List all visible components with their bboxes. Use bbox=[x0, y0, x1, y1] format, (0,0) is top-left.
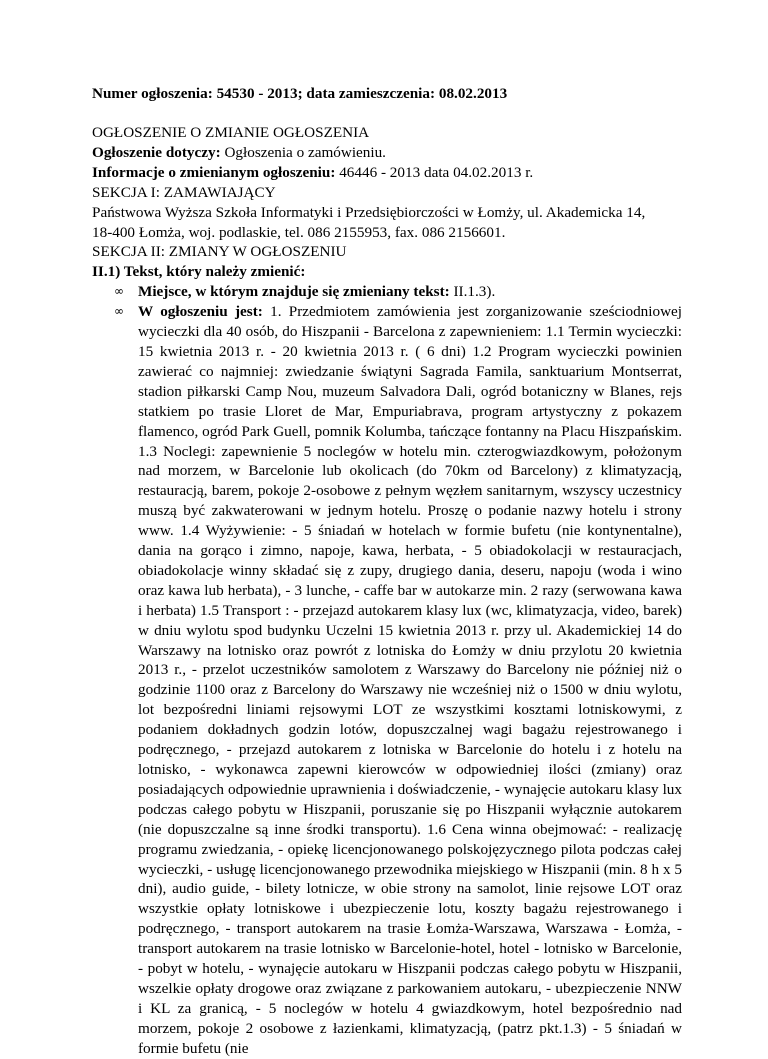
changed-info-line bbox=[92, 163, 682, 183]
concerns-label: Ogłoszenie dotyczy: bbox=[92, 143, 221, 161]
item-label: Miejsce, w którym znajduje się zmieniany tekst: bbox=[138, 283, 450, 301]
announcement-number: Numer ogłoszenia: 54530 - 2013; data zamieszczenia: 08.02.2013 bbox=[92, 85, 508, 102]
bullet-icon: ∞ bbox=[114, 304, 124, 319]
address-line-2: 18-400 Łomża, woj. podlaskie, tel. 086 2155953, fax. 086 2156601. bbox=[92, 223, 506, 241]
list-item bbox=[92, 302, 682, 1058]
notice-body bbox=[92, 123, 682, 1059]
bullet-icon: ∞ bbox=[114, 284, 124, 299]
concerns-line bbox=[92, 143, 682, 163]
item-value: 1. Przedmiotem zamówienia jest zorganizowanie sześciodniowej wycieczki dla 40 osób, do Hiszpanii - Barcelona z zapewnieniem: 1.1 Termin wycieczki: 15 kwietnia 2013 r. - 20 kwietnia 2013 r. ( 6 dni) 1.2 Program wycieczki powinien zawierać co najmniej: zwiedzanie świątyni Sagrada Famila, sanktuarium Montserrat, stadion piłkarski Camp Nou, muzeum Salvadora Dali, ogród botaniczny w Blanes, rejs statkiem po trasie Lloret de Mar, Empuriabrava, program artystyczny z pokazem flamenco, ogród Park Guell, pomnik Kolumba, tańczące fontanny na Placu Hiszpańskim. 1.3 Noclegi: zapewnienie 5 noclegów w hotelu min. czterogwiazdkowym, położonym nad morzem, w Barcelonie lub okolicach (do 70km od Barcelony) z klimatyzacją, restauracją, barem, pokoje 2-osobowe z pełnym węzłem sanitarnym, wszyscy uczestnicy muszą być zakwaterowani w jednym hotelu. Proszę o podanie nazwy hotelu i strony www. 1.4 Wyżywienie: - 5 śniadań w hotelach w formie bufetu (nie kontynentalne), dania na gorąco i zimno, napoje, kawa, herbata, - 5 obiadokolacji w restauracjach, obiadokolacje winny składać się z zupy, drugiego dania, deseru, napoju (woda i wino oraz kawa lub herbata), - 3 lunche, - caffe bar w autokarze min. 2 razy (serwowana kawa i herbata) 1.5 Transport : - przejazd autokarem klasy lux (wc, klimatyzacja, video, barek) w dniu wylotu spod budynku Uczelni 15 kwietnia 2013 r. przy ul. Akademickiej 14 do Warszawy na lotnisko oraz powrót z lotniska do Łomży w dniu przylotu 20 kwietnia 2013 r., - przelot uczestników samolotem z Warszawy do Barcelony nie później niż o godzinie 1100 oraz z Barcelony do Warszawy nie wcześniej niż o 1500 w dniu wylotu, lot bezpośredni liniami rejsowymi LOT ze wszystkimi kosztami lotniskowymi, z podaniem dokładnych godzin lotów, dopuszczalnej wagi bagażu rejestrowanego i podręcznego, - przejazd autokarem z lotniska w Barcelonie do hotelu i z hotelu na lotnisko, - wykonawca zapewni kierowców w odpowiedniej ilości (zmiany) oraz posiadających odpowiednie uprawnienia i doświadczenie, - wynajęcie autokaru klasy lux podczas całego pobytu w Hiszpanii, poruszanie się po Hiszpanii wyłącznie autokarem (nie dopuszczalne są inne środki transportu). 1.6 Cena winna obejmować: - realizację programu zwiedzania, - opiekę licencjonowanego polskojęzycznego pilota podczas całej wycieczki, - usługę licencjonowanego przewodnika miejskiego w Hiszpanii (min. 8 h x 5 dni), audio guide, - bilety lotnicze, w obie strony na samolot, linie rejsowe LOT oraz wszystkie opłaty lotniskowe i ubezpieczenie lotu, koszty bagażu rejestrowanego i podręcznego, - transport autokarem na trasie Łomża-Warszawa, Warszawa - Łomża, - transport autokarem na trasie lotnisko w Barcelonie-hotel, hotel - lotnisko w Barcelonie, - pobyt w hotelu, - wynajęcie autokaru w Hiszpanii podczas całego pobytu w Hiszpanii, wszelkie opłaty drogowe oraz związane z parkowaniem autokaru, - ubezpieczenie NNW i KL za granicą, - 5 noclegów w hotelu 4 gwiazdkowym, hotel bezpośrednio nad morzem, pokoje 2 osobowe z łazienkami, klimatyzacją, (patrz pkt.1.3) - 5 śniadań w formie bufetu (nie bbox=[138, 303, 682, 1057]
changed-info-label: Informacje o zmienianym ogłoszeniu: bbox=[92, 163, 336, 181]
item-value: II.1.3). bbox=[449, 283, 496, 301]
notice-title: OGŁOSZENIE O ZMIANIE OGŁOSZENIA bbox=[92, 124, 370, 141]
section-2-title: SEKCJA II: ZMIANY W OGŁOSZENIU bbox=[92, 243, 347, 261]
subsection-title: II.1) Tekst, który należy zmienić: bbox=[92, 263, 306, 281]
concerns-value: Ogłoszenia o zamówieniu. bbox=[220, 143, 386, 161]
section-1-title: SEKCJA I: ZAMAWIAJĄCY bbox=[92, 183, 276, 201]
item-label: W ogłoszeniu jest: bbox=[138, 303, 263, 321]
list-item-text bbox=[138, 282, 682, 302]
address-line-1: Państwowa Wyższa Szkoła Informatyki i Przedsiębiorczości w Łomży, ul. Akademicka 14, bbox=[92, 203, 646, 221]
change-list bbox=[92, 282, 682, 1058]
list-item-text bbox=[138, 302, 682, 1058]
changed-info-value: 46446 - 2013 data 04.02.2013 r. bbox=[335, 163, 534, 181]
list-item bbox=[92, 282, 682, 302]
